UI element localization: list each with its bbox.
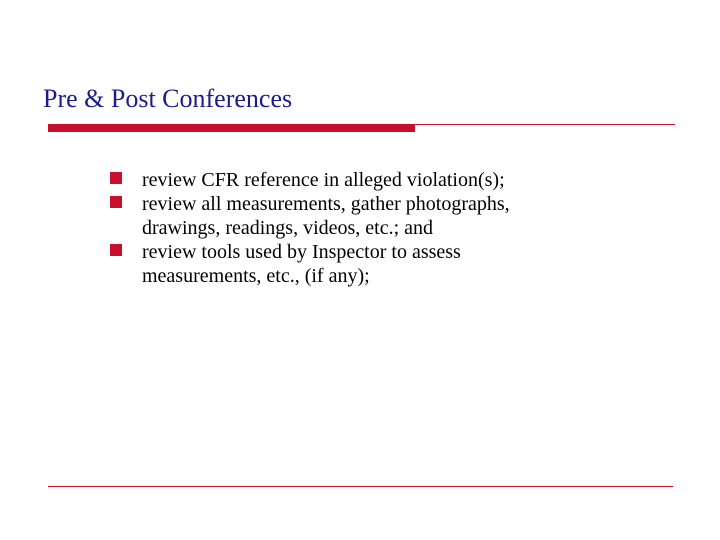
square-bullet-icon	[110, 244, 122, 256]
bullet-text-line: review CFR reference in alleged violation(s);	[142, 169, 505, 191]
bullet-item	[110, 168, 670, 192]
bullet-item	[110, 192, 670, 240]
slide-title: Pre & Post Conferences	[43, 84, 293, 113]
bullet-text-line: drawings, readings, videos, etc.; and	[142, 217, 434, 239]
title-underline-thick	[48, 124, 415, 132]
bullet-text-line: review all measurements, gather photographs,	[142, 193, 510, 215]
bullet-item	[110, 240, 670, 288]
bullet-list	[110, 168, 670, 288]
footer-rule	[48, 486, 673, 487]
bullet-text-line: measurements, etc., (if any);	[142, 265, 370, 287]
square-bullet-icon	[110, 172, 122, 184]
bullet-text-line: review tools used by Inspector to assess	[142, 241, 461, 263]
title-underline-thin	[415, 124, 675, 125]
square-bullet-icon	[110, 196, 122, 208]
